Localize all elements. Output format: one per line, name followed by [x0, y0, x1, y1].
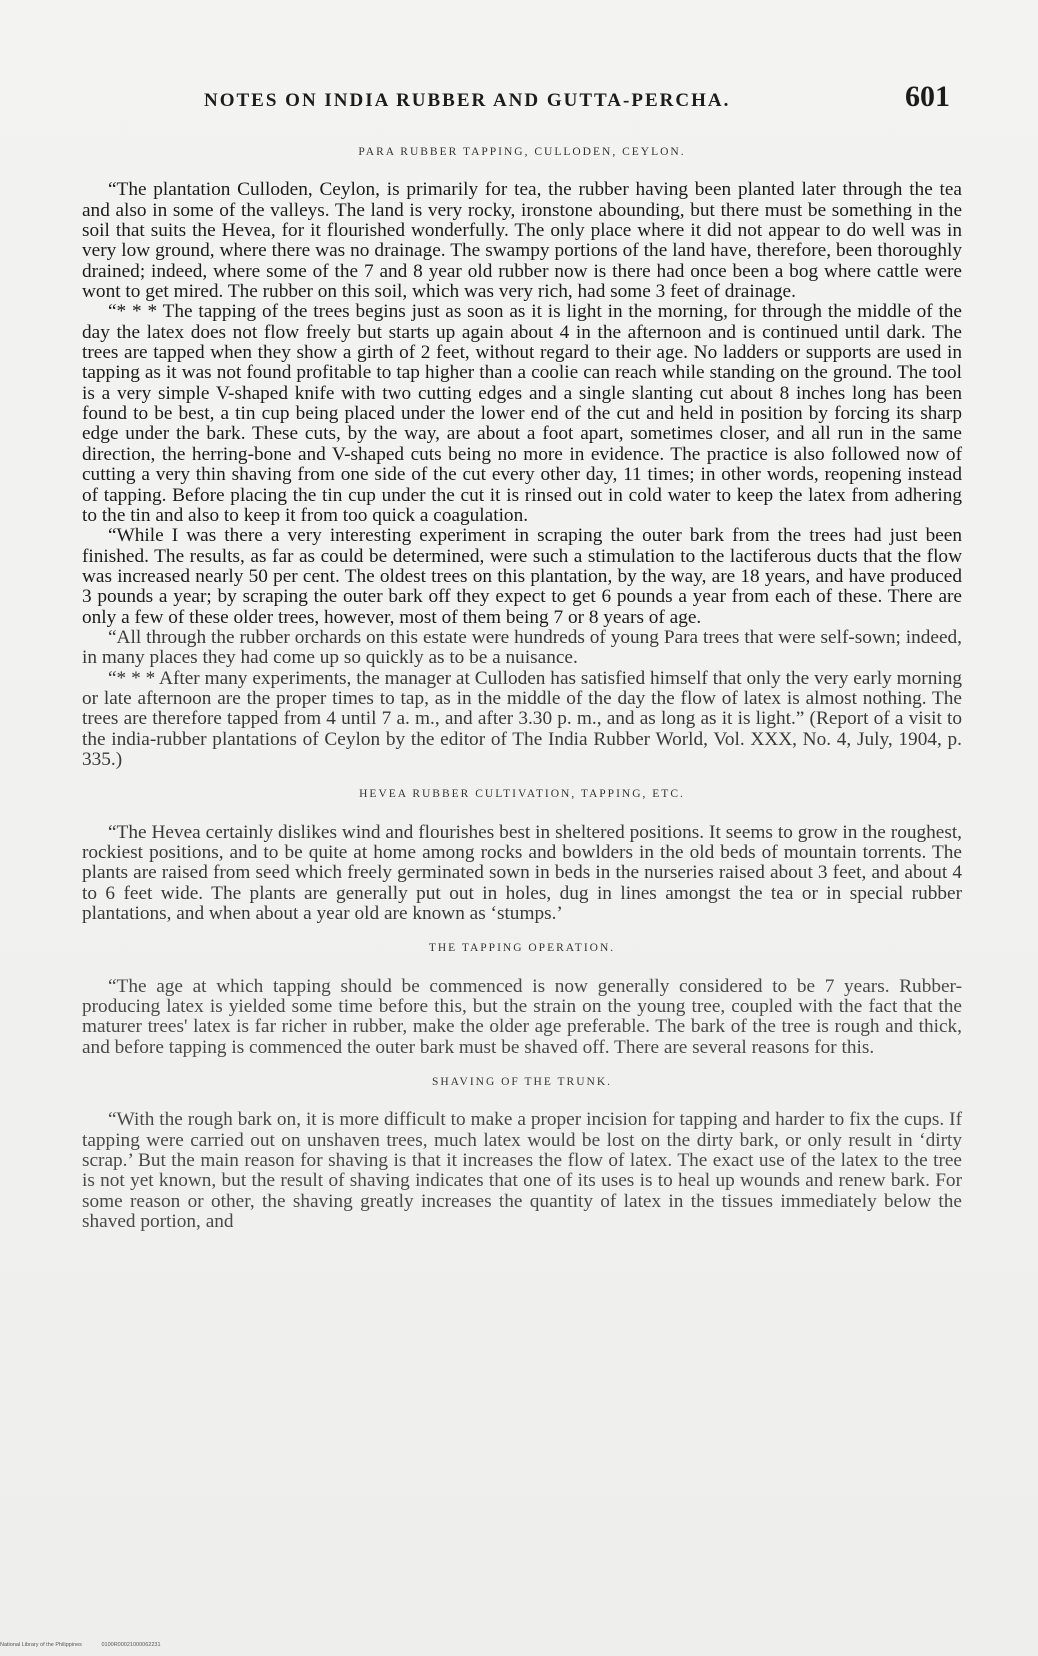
page-number: 601 [905, 80, 950, 113]
paragraph: “The plantation Culloden, Ceylon, is primarily for tea, the rubber having been planted later through the tea and also in some of the valleys. The land is very rocky, ironstone abounding, but there must be something in the soil that suits the Hevea, for it flourished wonderfully. The only place where it did not appear to do well was in very low ground, where there was no drainage. The swampy portions of the land have, therefore, been thoroughly drained; indeed, where some of the 7 and 8 year old rubber now is there had once been a bog where cattle were wont to get mired. The rubber on this soil, which was very rich, had some 3 feet of drainage. [82, 179, 962, 303]
section-heading: PARA RUBBER TAPPING, CULLODEN, CEYLON. [358, 146, 686, 158]
scan-footer [0, 1642, 179, 1648]
paragraph: “With the rough bark on, it is more difficult to make a proper incision for tapping and harder to fix the cups. If tapping were carried out on unshaven trees, much latex would be lost on the dirty bark, or only result in ‘dirty scrap.’ But the main reason for shaving is that it increases the flow of latex. The exact use of the latex to the tree is not yet known, but the result of shaving indicates that one of its uses is to heal up wounds and renew bark. For some reason or other, the shaving greatly increases the quantity of latex in the tissues immediately below the shaved portion, and [82, 1109, 962, 1233]
footer-library: National Library of the Philippines [0, 1642, 82, 1648]
section-heading: SHAVING OF THE TRUNK. [431, 1076, 613, 1089]
paragraph: “While I was there a very interesting experiment in scraping the outer bark from the trees had just been finished. The results, as far as could be determined, were such a stimulation to the lactiferous ducts that the flow was increased nearly 50 per cent. The oldest trees on this plantation, by the way, are 18 years, and have produced 3 pounds a year; by scraping the outer bark off they expect to get 6 pounds a year from each of these. There are only a few of these older trees, however, most of them being 7 or 8 years of age. [82, 525, 962, 628]
running-head: NOTES ON INDIA RUBBER AND GUTTA-PERCHA. [204, 90, 731, 111]
footer-id: 0100R00021000062231 [101, 1642, 161, 1648]
section-heading: HEVEA RUBBER CULTIVATION, TAPPING, ETC. [359, 788, 685, 801]
main-text [82, 142, 962, 1233]
paragraph: “* * * After many experiments, the manager at Culloden has satisfied himself that only the very early morning or late afternoon are the proper times to tap, as in the middle of the day the flow of latex is almost nothing. The trees are therefore tapped from 4 until 7 a. m., and after 3.30 p. m., and as long as it is light.” (Report of a visit to the india-rubber plantations of Ceylon by the editor of The India Rubber World, Vol. XXX, No. 4, July, 1904, p. 335.) [82, 667, 962, 770]
paragraph: “The Hevea certainly dislikes wind and flourishes best in sheltered positions. It seems to grow in the roughest, rockiest positions, and to be quite at home among rocks and bowlders in the old beds of mountain torrents. The plants are raised from seed which freely germinated sown in beds in the nurseries raised about 3 feet, and about 4 to 6 feet wide. The plants are generally put out in holes, dug in lines amongst the tea or in special rubber plantations, and when about a year old are known as ‘stumps.’ [82, 821, 962, 925]
paragraph: “The age at which tapping should be commenced is now generally considered to be 7 years. Rubber-producing latex is yielded some time before this, but the strain on the young tree, coupled with the fact that the maturer trees' latex is far richer in rubber, make the older age preferable. The bark of the tree is rough and thick, and before tapping is commenced the outer bark must be shaved off. There are several reasons for this. [82, 975, 962, 1058]
page-header [150, 80, 960, 120]
section-heading: THE TAPPING OPERATION. [428, 942, 616, 955]
paragraph: “All through the rubber orchards on this estate were hundreds of young Para trees that were self-sown; indeed, in many places they had come up so quickly as to be a nuisance. [82, 626, 962, 669]
paragraph: “* * * The tapping of the trees begins just as soon as it is light in the morning, for through the middle of the day the latex does not flow freely but starts up again about 4 in the afternoon and is continued until dark. The trees are tapped when they show a girth of 2 feet, without regard to their age. No ladders or supports are used in tapping as it was not found profitable to tap higher than a coolie can reach while standing on the ground. The tool is a very simple V-shaped knife with two cutting edges and a single slanting cut about 8 inches long has been found to be best, a tin cup being placed under the lower end of the cut and held in position by forcing its sharp edge under the bark. These cuts, by the way, are about a foot apart, sometimes closer, and all run in the same direction, the herring-bone and V-shaped cuts being no more in evidence. The practice is also followed now of cutting a very thin shaving from one side of the cut every other day, 11 times; in other words, reopening instead of tapping. Before placing the tin cup under the cut it is rinsed out in cold water to keep the latex from adhering to the tin and also to keep it from too quick a coagulation. [82, 301, 962, 526]
